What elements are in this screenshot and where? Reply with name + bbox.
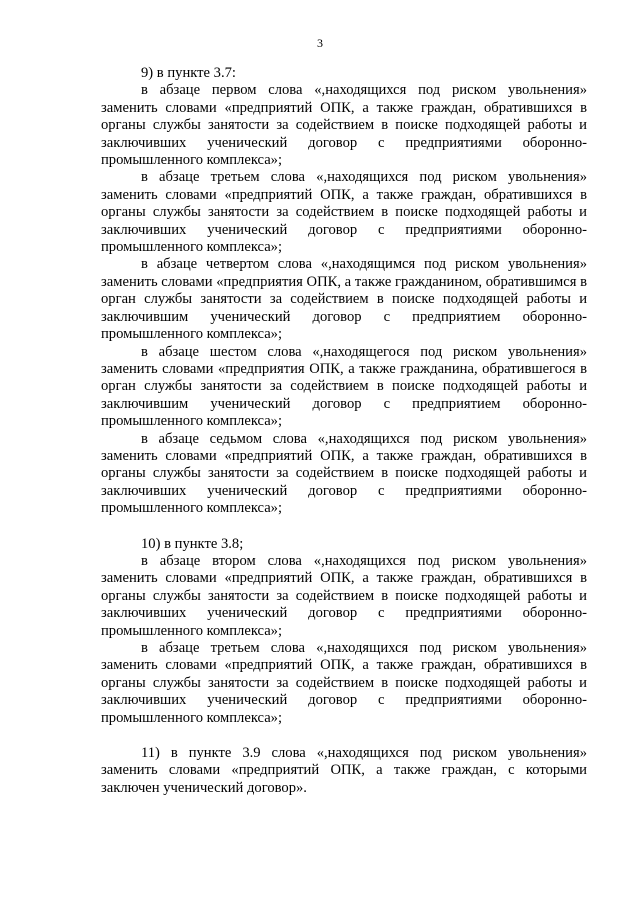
item-10-paragraph-2: в абзаце третьем слова «,находящихся под риском увольнения» заменить словами «предприятий ОПК, а также граждан, обратившихся в органы службы занятости за содействием в поиске подходящей работы и заключивших ученический договор с предприятиями оборонно-промышленного комплекса»; xyxy=(101,640,587,726)
item-9-paragraph-2: в абзаце третьем слова «,находящихся под риском увольнения» заменить словами «предприятий ОПК, а также граждан, обратившихся в органы службы занятости за содействием в поиске подходящей работы и заключивших ученический договор с предприятиями оборонно-промышленного комплекса»; xyxy=(101,169,587,256)
section-gap xyxy=(101,727,587,745)
item-10-paragraph-1: в абзаце втором слова «,находящихся под риском увольнения» заменить словами «предприятий ОПК, а также граждан, обратившихся в органы службы занятости за содействием в поиске подходящей работы и заключивших ученический договор с предприятиями оборонно-промышленного комплекса»; xyxy=(101,552,587,639)
item-10-heading: 10) в пункте 3.8; xyxy=(141,535,244,552)
item-11-paragraph: 11) в пункте 3.9 слова «,находящихся под риском увольнения» заменить словами «предприятий ОПК, а также граждан, с которыми заключен ученический договор». xyxy=(101,745,587,796)
item-9-paragraph-5: в абзаце седьмом слова «,находящихся под риском увольнения» заменить словами «предприятий ОПК, а также граждан, обратившихся в органы службы занятости за содействием в поиске подходящей работы и заключивших ученический договор с предприятиями оборонно-промышленного комплекса»; xyxy=(101,430,587,517)
section-gap xyxy=(101,518,587,536)
page-number: 3 xyxy=(317,36,323,50)
item-9-paragraph-3: в абзаце четвертом слова «,находящимся под риском увольнения» заменить словами «предприятия ОПК, а также гражданином, обратившимся в орган службы занятости за содействием в поиске подходящей работы и заключившим ученический договор с предприятием оборонно-промышленного комплекса»; xyxy=(101,256,587,343)
item-9-paragraph-1: в абзаце первом слова «,находящихся под риском увольнения» заменить словами «предприятий ОПК, а также граждан, обратившихся в органы службы занятости за содействием в поиске подходящей работы и заключивших ученический договор с предприятиями оборонно-промышленного комплекса»; xyxy=(101,82,587,169)
item-9-paragraph-4: в абзаце шестом слова «,находящегося под риском увольнения» заменить словами «предприятия ОПК, а также гражданина, обратившегося в орган службы занятости за содействием в поиске подходящей работы и заключившим ученический договор с предприятием оборонно-промышленного комплекса»; xyxy=(101,343,587,430)
document-body xyxy=(101,65,587,797)
item-9-heading: 9) в пункте 3.7: xyxy=(141,65,236,81)
